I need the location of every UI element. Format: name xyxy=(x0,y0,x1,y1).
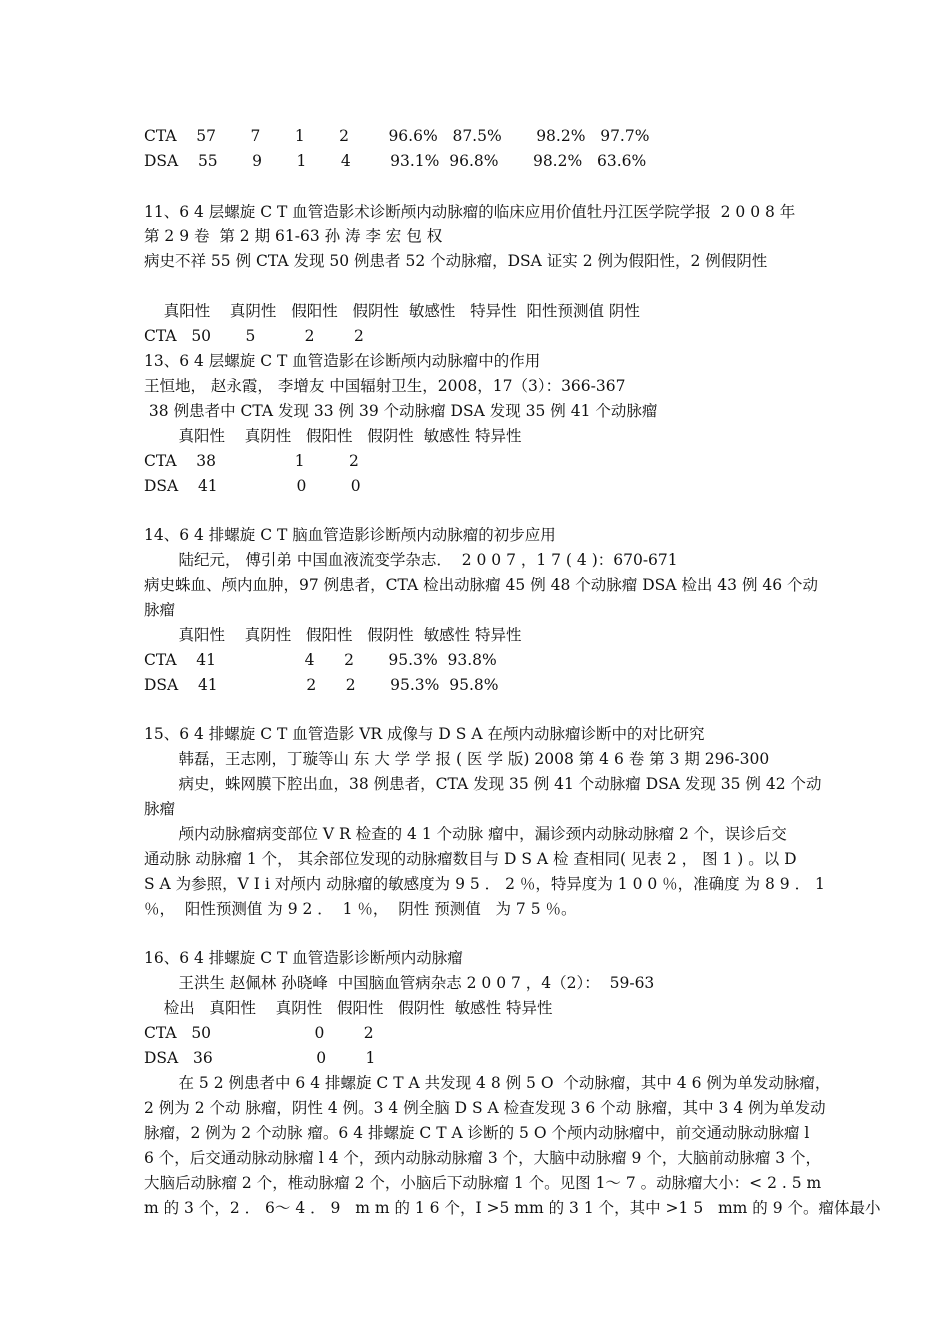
text-line: 真阳性 真阴性 假阳性 假阴性 敏感性 特异性 xyxy=(144,626,522,644)
text-line: 38 例患者中 CTA 发现 33 例 39 个动脉瘤 DSA 发现 35 例 41 个动脉瘤 xyxy=(144,402,658,420)
text-line: 陆纪元， 傅引弟 中国血液流变学杂志． 2 0 0 7 ，1 7 ( 4 )：670-671 xyxy=(144,551,678,569)
text-line: 13、6 4 层螺旋 C T 血管造影在诊断颅内动脉瘤中的作用 xyxy=(144,352,541,370)
text-line: 检出 真阳性 真阴性 假阳性 假阴性 敏感性 特异性 xyxy=(144,999,553,1017)
text-line: CTA 41 4 2 95.3% 93.8% xyxy=(144,651,497,669)
text-line: m 的 3 个，2 ． 6～ 4 ． 9 m m 的 1 6 个，I >5 mm 的 3 1 个，其中 >1 5 mm 的 9 个。瘤体最小 xyxy=(144,1199,881,1217)
text-line: CTA 57 7 1 2 96.6% 87.5% 98.2% 97.7% xyxy=(144,127,650,145)
text-line: 韩磊，王志刚，丁璇等山 东 大 学 学 报 ( 医 学 版) 2008 第 4 6 卷 第 3 期 296-300 xyxy=(144,750,770,768)
text-line: 15、6 4 排螺旋 C T 血管造影 VR 成像与 D S A 在颅内动脉瘤诊断中的对比研究 xyxy=(144,725,705,743)
text-line: ％， 阳性预测值 为 9 2 ． 1 ％， 阴性 预测值 为 7 5 ％。 xyxy=(144,900,577,918)
text-line: DSA 55 9 1 4 93.1% 96.8% 98.2% 63.6% xyxy=(144,152,647,170)
text-line: DSA 41 2 2 95.3% 95.8% xyxy=(144,676,499,694)
text-line: 王洪生 赵佩林 孙晓峰 中国脑血管病杂志 2 0 0 7 ，4（2）： 59-63 xyxy=(144,974,655,992)
text-line: 王恒地， 赵永霞， 李增友 中国辐射卫生，2008，17（3）：366-367 xyxy=(144,377,626,395)
text-line: 大脑后动脉瘤 2 个，椎动脉瘤 2 个，小脑后下动脉瘤 1 个。见图 1～ 7 。动脉瘤大小：< 2 . 5 m xyxy=(144,1174,822,1192)
text-line: 在 5 2 例患者中 6 4 排螺旋 C T A 共发现 4 8 例 5 O 个动脉瘤，其中 4 6 例为单发动脉瘤， xyxy=(144,1074,831,1092)
text-line: 脉瘤 xyxy=(144,800,176,818)
text-line: 通动脉 动脉瘤 1 个， 其余部位发现的动脉瘤数目与 D S A 检 查相同( 见表 2 ， 图 1 ) 。以 D xyxy=(144,850,797,868)
text-line: CTA 38 1 2 xyxy=(144,452,359,470)
text-line: 11、6 4 层螺旋 C T 血管造影术诊断颅内动脉瘤的临床应用价值牡丹江医学院学报 2 0 0 8 年 xyxy=(144,203,796,221)
text-line: 病史不祥 55 例 CTA 发现 50 例患者 52 个动脉瘤，DSA 证实 2 例为假阳性，2 例假阴性 xyxy=(144,252,768,270)
text-line: 14、6 4 排螺旋 C T 脑血管造影诊断颅内动脉瘤的初步应用 xyxy=(144,526,556,544)
text-line: 病史，蛛网膜下腔出血，38 例患者，CTA 发现 35 例 41 个动脉瘤 DSA 发现 35 例 42 个动 xyxy=(144,775,822,793)
text-line: S A 为参照，V I i 对颅内 动脉瘤的敏感度为 9 5 ． 2 ％，特异度为 1 0 0 ％，准确度 为 8 9 ． 1 xyxy=(144,875,825,893)
text-line: 2 例为 2 个动 脉瘤，阴性 4 例。3 4 例全脑 D S A 检查发现 3 6 个动 脉瘤，其中 3 4 例为单发动 xyxy=(144,1099,826,1117)
text-line: 真阳性 真阴性 假阳性 假阴性 敏感性 特异性 阳性预测值 阴性 xyxy=(144,302,640,320)
text-line: 脉瘤 xyxy=(144,601,176,619)
text-line: 16、6 4 排螺旋 C T 血管造影诊断颅内动脉瘤 xyxy=(144,949,463,967)
text-line: DSA 41 0 0 xyxy=(144,477,361,495)
text-line: 第 2 9 卷 第 2 期 61-63 孙 涛 李 宏 包 权 xyxy=(144,227,443,245)
text-line: CTA 50 0 2 xyxy=(144,1024,374,1042)
text-line: CTA 50 5 2 2 xyxy=(144,327,364,345)
text-line: 真阳性 真阴性 假阳性 假阴性 敏感性 特异性 xyxy=(144,427,522,445)
text-line: 病史蛛血、颅内血肿，97 例患者，CTA 检出动脉瘤 45 例 48 个动脉瘤 DSA 检出 43 例 46 个动 xyxy=(144,576,819,594)
text-line: 脉瘤，2 例为 2 个动脉 瘤。6 4 排螺旋 C T A 诊断的 5 O 个颅内动脉瘤中，前交通动脉动脉瘤 l xyxy=(144,1124,810,1142)
text-line: 颅内动脉瘤病变部位 V R 检查的 4 1 个动脉 瘤中，漏诊颈内动脉动脉瘤 2 个，误诊后交 xyxy=(144,825,787,843)
text-line: DSA 36 0 1 xyxy=(144,1049,376,1067)
text-line: 6 个，后交通动脉动脉瘤 l 4 个，颈内动脉动脉瘤 3 个，大脑中动脉瘤 9 个，大脑前动脉瘤 3 个， xyxy=(144,1149,822,1167)
